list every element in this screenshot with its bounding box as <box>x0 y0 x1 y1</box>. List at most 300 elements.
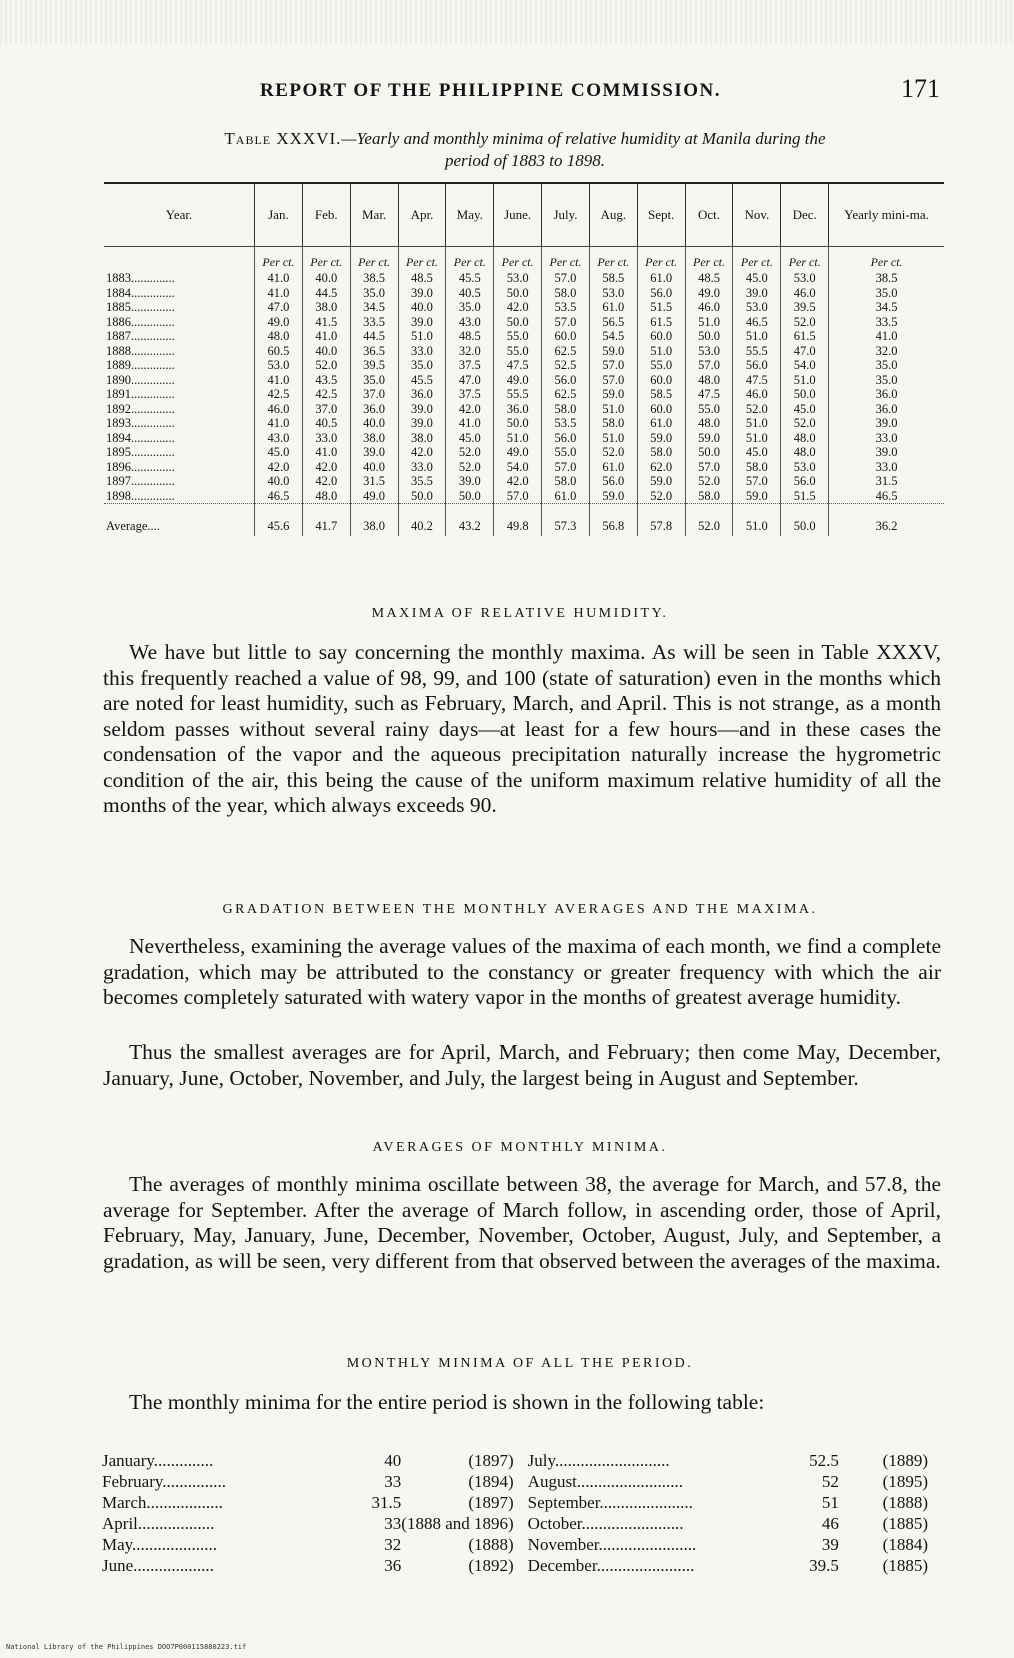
minima-cell: 39 <box>821 1535 839 1554</box>
table-cell: 52.0 <box>685 474 733 489</box>
table-cell: 37.5 <box>446 358 494 373</box>
table-cell: 33.0 <box>829 460 944 475</box>
paragraph-monthly-minima: The monthly minima for the entire period is shown in the following table: <box>129 1390 765 1414</box>
table-cell: 36.2 <box>829 504 944 537</box>
table-cell: 52.0 <box>781 315 829 330</box>
table-cell: 52.0 <box>446 460 494 475</box>
heading-averages: AVERAGES OF MONTHLY MINIMA. <box>372 1140 668 1155</box>
table-cell: 35.0 <box>350 373 398 388</box>
table-cell: 51.0 <box>589 431 637 446</box>
column-header: June. <box>494 183 542 247</box>
table-cell: 35.0 <box>446 300 494 315</box>
table-cell: 45.0 <box>733 445 781 460</box>
table-cell: 45.6 <box>255 504 303 537</box>
table-cell: 42.5 <box>255 387 303 402</box>
table-cell: 33.0 <box>829 431 944 446</box>
table-cell: 59.0 <box>637 431 685 446</box>
paragraph-gradation-1: Nevertheless, examining the average values of the maxima of each month, we find a complete gradation, which may be attributed to the constancy or greater frequency with which the air becomes completely saturated with watery vapor in the months of greatest average humidity. <box>103 934 941 1009</box>
table-cell: Per ct. <box>446 247 494 272</box>
table-cell: 58.0 <box>733 460 781 475</box>
table-row <box>104 445 944 460</box>
table-cell: 46.5 <box>829 489 944 504</box>
table-cell: 54.0 <box>494 460 542 475</box>
table-cell: 1894.............. <box>106 430 175 445</box>
table-cell: 1897.............. <box>106 474 175 488</box>
table-cell: 39.0 <box>398 416 446 431</box>
units-row <box>104 247 944 272</box>
table-cell: 39.0 <box>446 474 494 489</box>
minima-cell: 46 <box>821 1514 839 1533</box>
table-cell: 57.0 <box>589 373 637 388</box>
table-cell: Per ct. <box>781 247 829 272</box>
table-cell: 57.3 <box>542 504 590 537</box>
column-header: Dec. <box>781 183 829 247</box>
table-cell: 40.0 <box>398 300 446 315</box>
minima-row <box>102 1513 942 1534</box>
table-cell: 42.0 <box>302 474 350 489</box>
table-cell: 58.5 <box>589 271 637 286</box>
table-cell: 38.5 <box>350 271 398 286</box>
table-cell: 53.0 <box>589 286 637 301</box>
table-cell: 50.0 <box>494 416 542 431</box>
table-cell: 46.5 <box>733 315 781 330</box>
table-cell: Per ct. <box>589 247 637 272</box>
minima-cell: September...................... <box>527 1493 693 1512</box>
table-cell: 39.5 <box>781 300 829 315</box>
table-cell: 60.0 <box>637 402 685 417</box>
table-cell: 59.0 <box>685 431 733 446</box>
table-cell: 51.0 <box>685 315 733 330</box>
table-cell: 36.0 <box>829 387 944 402</box>
minima-cell: (1888) <box>882 1493 928 1512</box>
table-cell: 39.0 <box>398 315 446 330</box>
table-cell: 38.0 <box>350 431 398 446</box>
table-cell: 41.0 <box>255 286 303 301</box>
table-cell: 61.0 <box>637 271 685 286</box>
table-cell: 55.0 <box>685 402 733 417</box>
table-cell: 39.0 <box>733 286 781 301</box>
table-cell: 49.8 <box>494 504 542 537</box>
table-cell: 56.8 <box>589 504 637 537</box>
table-cell: 53.0 <box>781 271 829 286</box>
table-cell: 39.0 <box>398 402 446 417</box>
table-cell: 49.0 <box>494 373 542 388</box>
table-cell: 41.0 <box>302 329 350 344</box>
monthly-minima-body <box>102 1450 942 1576</box>
minima-row <box>102 1534 942 1555</box>
table-cell: 51.5 <box>781 489 829 504</box>
table-cell: 46.0 <box>685 300 733 315</box>
table-cell: 51.0 <box>637 344 685 359</box>
table-cell: 48.5 <box>446 329 494 344</box>
table-cell: 54.5 <box>589 329 637 344</box>
minima-cell: 33 <box>384 1514 402 1533</box>
table-cell: 39.5 <box>350 358 398 373</box>
minima-cell: (1884) <box>882 1535 928 1554</box>
table-cell: 34.5 <box>350 300 398 315</box>
minima-row <box>102 1492 942 1513</box>
minima-cell: (1888 and 1896) <box>401 1514 514 1533</box>
table-cell: 45.0 <box>446 431 494 446</box>
table-cell: 32.0 <box>446 344 494 359</box>
table-cell: 56.0 <box>781 474 829 489</box>
table-cell: Per ct. <box>494 247 542 272</box>
minima-cell: (1885) <box>882 1514 928 1533</box>
caption-line1: —Yearly and monthly minima of relative humidity at Manila during the <box>341 129 826 148</box>
table-cell: 59.0 <box>637 474 685 489</box>
minima-cell: (1897) <box>468 1451 514 1470</box>
minima-cell: December....................... <box>527 1556 695 1575</box>
scan-noise <box>0 0 1014 44</box>
table-cell: 56.0 <box>542 373 590 388</box>
table-cell: 46.5 <box>255 489 303 504</box>
table-cell: 45.5 <box>446 271 494 286</box>
table-cell: 44.5 <box>350 329 398 344</box>
table-row <box>104 402 944 417</box>
minima-cell: August......................... <box>527 1472 684 1491</box>
table-cell: 59.0 <box>589 344 637 359</box>
page-header <box>100 74 940 108</box>
table-cell: 41.0 <box>255 416 303 431</box>
table-cell: 50.0 <box>494 315 542 330</box>
table-cell: 38.0 <box>302 300 350 315</box>
table-cell: Per ct. <box>255 247 303 272</box>
minima-row <box>102 1471 942 1492</box>
page-number: 171 <box>901 74 940 103</box>
table-cell: 58.0 <box>589 416 637 431</box>
table-cell: 45.0 <box>255 445 303 460</box>
table-row <box>104 344 944 359</box>
table-cell: 39.0 <box>829 445 944 460</box>
table-cell: 48.0 <box>255 329 303 344</box>
caption-line2: period of 1883 to 1898. <box>444 151 606 170</box>
table-cell: 58.0 <box>637 445 685 460</box>
table-cell: 40.5 <box>446 286 494 301</box>
table-cell: 55.0 <box>637 358 685 373</box>
paragraph-averages: The averages of monthly minima oscillate between 38, the average for March, and 57.8, the average for September. After the average of March follow, in ascending order, those of April, February, May, January, June, December, November, October, August, July, and September, a gradation, as will be seen, very different from that observed between the averages of the maxima. <box>103 1172 941 1273</box>
table-cell: 33.0 <box>398 344 446 359</box>
table-cell: 55.0 <box>494 344 542 359</box>
table-row <box>104 431 944 446</box>
table-row <box>104 300 944 315</box>
table-cell: 33.5 <box>350 315 398 330</box>
table-cell: 38.0 <box>398 431 446 446</box>
table-cell: 50.0 <box>781 504 829 537</box>
table-cell: 50.0 <box>685 445 733 460</box>
minima-cell: November....................... <box>527 1535 697 1554</box>
table-cell: 1883.............. <box>106 271 175 285</box>
column-header: Jan. <box>255 183 303 247</box>
column-header: Nov. <box>733 183 781 247</box>
minima-row <box>102 1450 942 1471</box>
table-cell: 49.0 <box>350 489 398 504</box>
table-cell: 60.0 <box>542 329 590 344</box>
minima-row <box>102 1555 942 1576</box>
table-cell: 57.0 <box>589 358 637 373</box>
column-header: Feb. <box>302 183 350 247</box>
table-cell: 33.0 <box>302 431 350 446</box>
table-cell: 32.0 <box>829 344 944 359</box>
table-cell: 52.5 <box>542 358 590 373</box>
table-row <box>104 358 944 373</box>
table-cell: 43.0 <box>446 315 494 330</box>
table-cell: 42.5 <box>302 387 350 402</box>
table-cell: 52.0 <box>446 445 494 460</box>
table-cell: 39.0 <box>398 286 446 301</box>
table-cell: 52.0 <box>637 489 685 504</box>
table-row <box>104 474 944 489</box>
table-cell: 51.0 <box>494 431 542 446</box>
minima-cell: July........................... <box>527 1451 670 1470</box>
table-cell: 1889.............. <box>106 358 175 372</box>
table-cell: 40.2 <box>398 504 446 537</box>
column-header: Yearly mini-ma. <box>829 183 944 247</box>
table-cell: 48.0 <box>302 489 350 504</box>
table-cell: 52.0 <box>302 358 350 373</box>
table-cell: 51.0 <box>781 373 829 388</box>
minima-cell: 31.5 <box>371 1493 402 1512</box>
minima-cell: 36 <box>384 1556 402 1575</box>
table-cell: 36.0 <box>829 402 944 417</box>
table-cell: 48.0 <box>685 373 733 388</box>
table-cell: 48.5 <box>398 271 446 286</box>
table-cell: 52.0 <box>589 445 637 460</box>
column-header: Mar. <box>350 183 398 247</box>
table-cell: 37.0 <box>302 402 350 417</box>
minima-cell: May.................... <box>102 1535 218 1554</box>
table-cell: 58.0 <box>685 489 733 504</box>
table-cell: 50.0 <box>398 489 446 504</box>
minima-cell: (1889) <box>882 1451 928 1470</box>
heading-maxima: MAXIMA OF RELATIVE HUMIDITY. <box>371 606 669 621</box>
table-cell: 53.0 <box>685 344 733 359</box>
humidity-table <box>104 182 944 536</box>
table-cell: 46.0 <box>781 286 829 301</box>
minima-cell: February............... <box>102 1472 227 1491</box>
minima-cell: 52.5 <box>809 1451 839 1470</box>
table-cell: 45.5 <box>398 373 446 388</box>
table-cell: 58.0 <box>542 402 590 417</box>
scan-footer: National Library of the Philippines DOO7P000115880223.tif <box>6 1643 247 1651</box>
table-cell: 53.0 <box>494 271 542 286</box>
table-cell: 1885.............. <box>106 300 175 314</box>
table-body <box>104 247 944 537</box>
table-cell: 1892.............. <box>106 401 175 416</box>
table-cell: 35.5 <box>398 474 446 489</box>
table-cell: 57.0 <box>494 489 542 504</box>
table-cell: 48.0 <box>685 416 733 431</box>
table-cell: 51.0 <box>589 402 637 417</box>
table-cell: 43.2 <box>446 504 494 537</box>
table-row <box>104 329 944 344</box>
table-cell: 36.0 <box>494 402 542 417</box>
table-cell: 51.0 <box>733 329 781 344</box>
table-cell: 42.0 <box>494 300 542 315</box>
table-cell <box>104 247 255 272</box>
column-header: Oct. <box>685 183 733 247</box>
table-cell: 57.0 <box>542 271 590 286</box>
table-cell: 57.0 <box>685 358 733 373</box>
table-cell: 52.0 <box>685 504 733 537</box>
table-cell: 59.0 <box>589 489 637 504</box>
table-cell: 55.0 <box>542 445 590 460</box>
table-cell: 31.5 <box>829 474 944 489</box>
table-cell: 1888.............. <box>106 343 175 358</box>
minima-cell: 33 <box>384 1472 402 1491</box>
column-header: May. <box>446 183 494 247</box>
minima-cell: March.................. <box>102 1493 223 1512</box>
minima-cell: October........................ <box>527 1514 684 1533</box>
table-cell: 40.5 <box>302 416 350 431</box>
minima-cell: (1895) <box>882 1472 928 1491</box>
heading-gradation: GRADATION BETWEEN THE MONTHLY AVERAGES AND THE MAXIMA. <box>222 902 818 917</box>
table-cell: 42.0 <box>302 460 350 475</box>
table-cell: 36.5 <box>350 344 398 359</box>
table-cell: 40.0 <box>255 474 303 489</box>
table-cell: 1898.............. <box>106 488 175 503</box>
table-cell: 62.5 <box>542 387 590 402</box>
table-cell: Per ct. <box>302 247 350 272</box>
table-cell: 55.0 <box>494 329 542 344</box>
column-header: Sept. <box>637 183 685 247</box>
avg-row <box>104 504 944 537</box>
table-cell: 60.0 <box>637 329 685 344</box>
table-cell: 61.0 <box>589 300 637 315</box>
table-cell: 43.0 <box>255 431 303 446</box>
table-cell: 61.0 <box>637 416 685 431</box>
minima-cell: 40 <box>384 1451 402 1470</box>
table-cell: 36.0 <box>398 387 446 402</box>
table-row <box>104 387 944 402</box>
table-cell: 49.0 <box>255 315 303 330</box>
table-cell: 40.0 <box>350 460 398 475</box>
monthly-minima-table <box>102 1450 942 1576</box>
minima-cell: (1885) <box>882 1556 928 1575</box>
table-cell: 60.0 <box>637 373 685 388</box>
table-row <box>104 286 944 301</box>
table-cell: 42.0 <box>255 460 303 475</box>
table-cell: Per ct. <box>685 247 733 272</box>
running-title: REPORT OF THE PHILIPPINE COMMISSION. <box>260 80 722 101</box>
minima-cell: (1894) <box>468 1472 514 1491</box>
table-header-row <box>104 183 944 247</box>
table-cell: 46.0 <box>255 402 303 417</box>
table-cell: 47.5 <box>494 358 542 373</box>
minima-cell: January.............. <box>102 1451 214 1470</box>
table-cell: 45.0 <box>733 271 781 286</box>
table-cell: 56.0 <box>733 358 781 373</box>
table-cell: 42.0 <box>446 402 494 417</box>
table-cell: 35.0 <box>350 286 398 301</box>
table-cell: 1891.............. <box>106 387 175 401</box>
table-cell: 57.0 <box>685 460 733 475</box>
heading-monthly-minima: MONTHLY MINIMA OF ALL THE PERIOD. <box>346 1356 694 1371</box>
table-cell: Average.... <box>104 504 255 537</box>
table-cell: 56.0 <box>637 286 685 301</box>
table-cell: 35.0 <box>829 286 944 301</box>
table-cell: 34.5 <box>829 300 944 315</box>
table-cell: 45.0 <box>781 402 829 417</box>
table-label: Table XXXVI. <box>224 129 342 148</box>
table-cell: 51.0 <box>398 329 446 344</box>
table-cell: 47.0 <box>255 300 303 315</box>
table-cell: 55.5 <box>733 344 781 359</box>
table-cell: 38.5 <box>829 271 944 286</box>
table-cell: 41.5 <box>302 315 350 330</box>
table-cell: 47.0 <box>446 373 494 388</box>
minima-cell: 51 <box>821 1493 839 1512</box>
table-cell: 1890.............. <box>106 372 175 387</box>
table-cell: 57.0 <box>542 460 590 475</box>
table-cell: 50.0 <box>494 286 542 301</box>
table-cell: 54.0 <box>781 358 829 373</box>
table-cell: 59.0 <box>733 489 781 504</box>
table-cell: 42.0 <box>398 445 446 460</box>
table-cell: 1893.............. <box>106 416 175 430</box>
table-cell: 48.0 <box>781 445 829 460</box>
table-row <box>104 315 944 330</box>
table-cell: 37.0 <box>350 387 398 402</box>
table-cell: 50.0 <box>446 489 494 504</box>
table-cell: 50.0 <box>685 329 733 344</box>
table-cell: 38.0 <box>350 504 398 537</box>
table-cell: 33.0 <box>398 460 446 475</box>
table-cell: 56.0 <box>589 474 637 489</box>
table-cell: 43.5 <box>302 373 350 388</box>
table-caption <box>105 128 945 172</box>
table-cell: 49.0 <box>685 286 733 301</box>
table-cell: 39.0 <box>350 445 398 460</box>
table-cell: 62.5 <box>542 344 590 359</box>
minima-cell: (1888) <box>468 1535 514 1554</box>
table-cell: 51.0 <box>733 504 781 537</box>
table-cell: 59.0 <box>589 387 637 402</box>
table-cell: 50.0 <box>781 387 829 402</box>
table-row <box>104 489 944 504</box>
table-cell: 35.0 <box>829 373 944 388</box>
table-cell: 55.5 <box>494 387 542 402</box>
paragraph-gradation-2: Thus the smallest averages are for April, March, and February; then come May, December, January, June, October, November, and July, the largest being in August and September. <box>103 1040 941 1090</box>
table-cell: 44.5 <box>302 286 350 301</box>
table-cell: 61.5 <box>637 315 685 330</box>
table-cell: 1895.............. <box>106 445 175 459</box>
table-cell: 48.0 <box>781 431 829 446</box>
table-cell: 47.5 <box>733 373 781 388</box>
table-cell: 57.0 <box>733 474 781 489</box>
table-cell: Per ct. <box>637 247 685 272</box>
table-cell: Per ct. <box>398 247 446 272</box>
table-cell: 39.0 <box>829 416 944 431</box>
table-cell: 53.5 <box>542 300 590 315</box>
minima-cell: 52 <box>821 1472 839 1491</box>
table-cell: 31.5 <box>350 474 398 489</box>
paragraph-maxima: We have but little to say concerning the monthly maxima. As will be seen in Table XXXV, this frequently reached a value of 98, 99, and 100 (state of saturation) even in the months which are noted for least humidity, such as February, March, and April. This is not strange, as a month seldom passes without several rainy days—at least for a few hours—and in these cases the condensation of the vapor and the aqueous precipitation naturally increase the hygrometric condition of the air, this being the cause of the uniform maximum relative humidity of all the months of the year, which always exceeds 90. <box>103 640 941 817</box>
table-cell: 53.0 <box>733 300 781 315</box>
table-cell: 41.0 <box>446 416 494 431</box>
minima-cell: April.................. <box>102 1514 215 1533</box>
table-cell: 41.0 <box>255 271 303 286</box>
table-cell: 41.0 <box>829 329 944 344</box>
table-cell: 40.0 <box>302 344 350 359</box>
table-cell: 52.0 <box>781 416 829 431</box>
table-cell: 51.0 <box>733 416 781 431</box>
table-cell: 57.0 <box>542 315 590 330</box>
table-cell: 53.5 <box>542 416 590 431</box>
table-cell: 33.5 <box>829 315 944 330</box>
table-cell: 1887.............. <box>106 329 175 343</box>
column-header: Aug. <box>589 183 637 247</box>
table-row <box>104 271 944 286</box>
